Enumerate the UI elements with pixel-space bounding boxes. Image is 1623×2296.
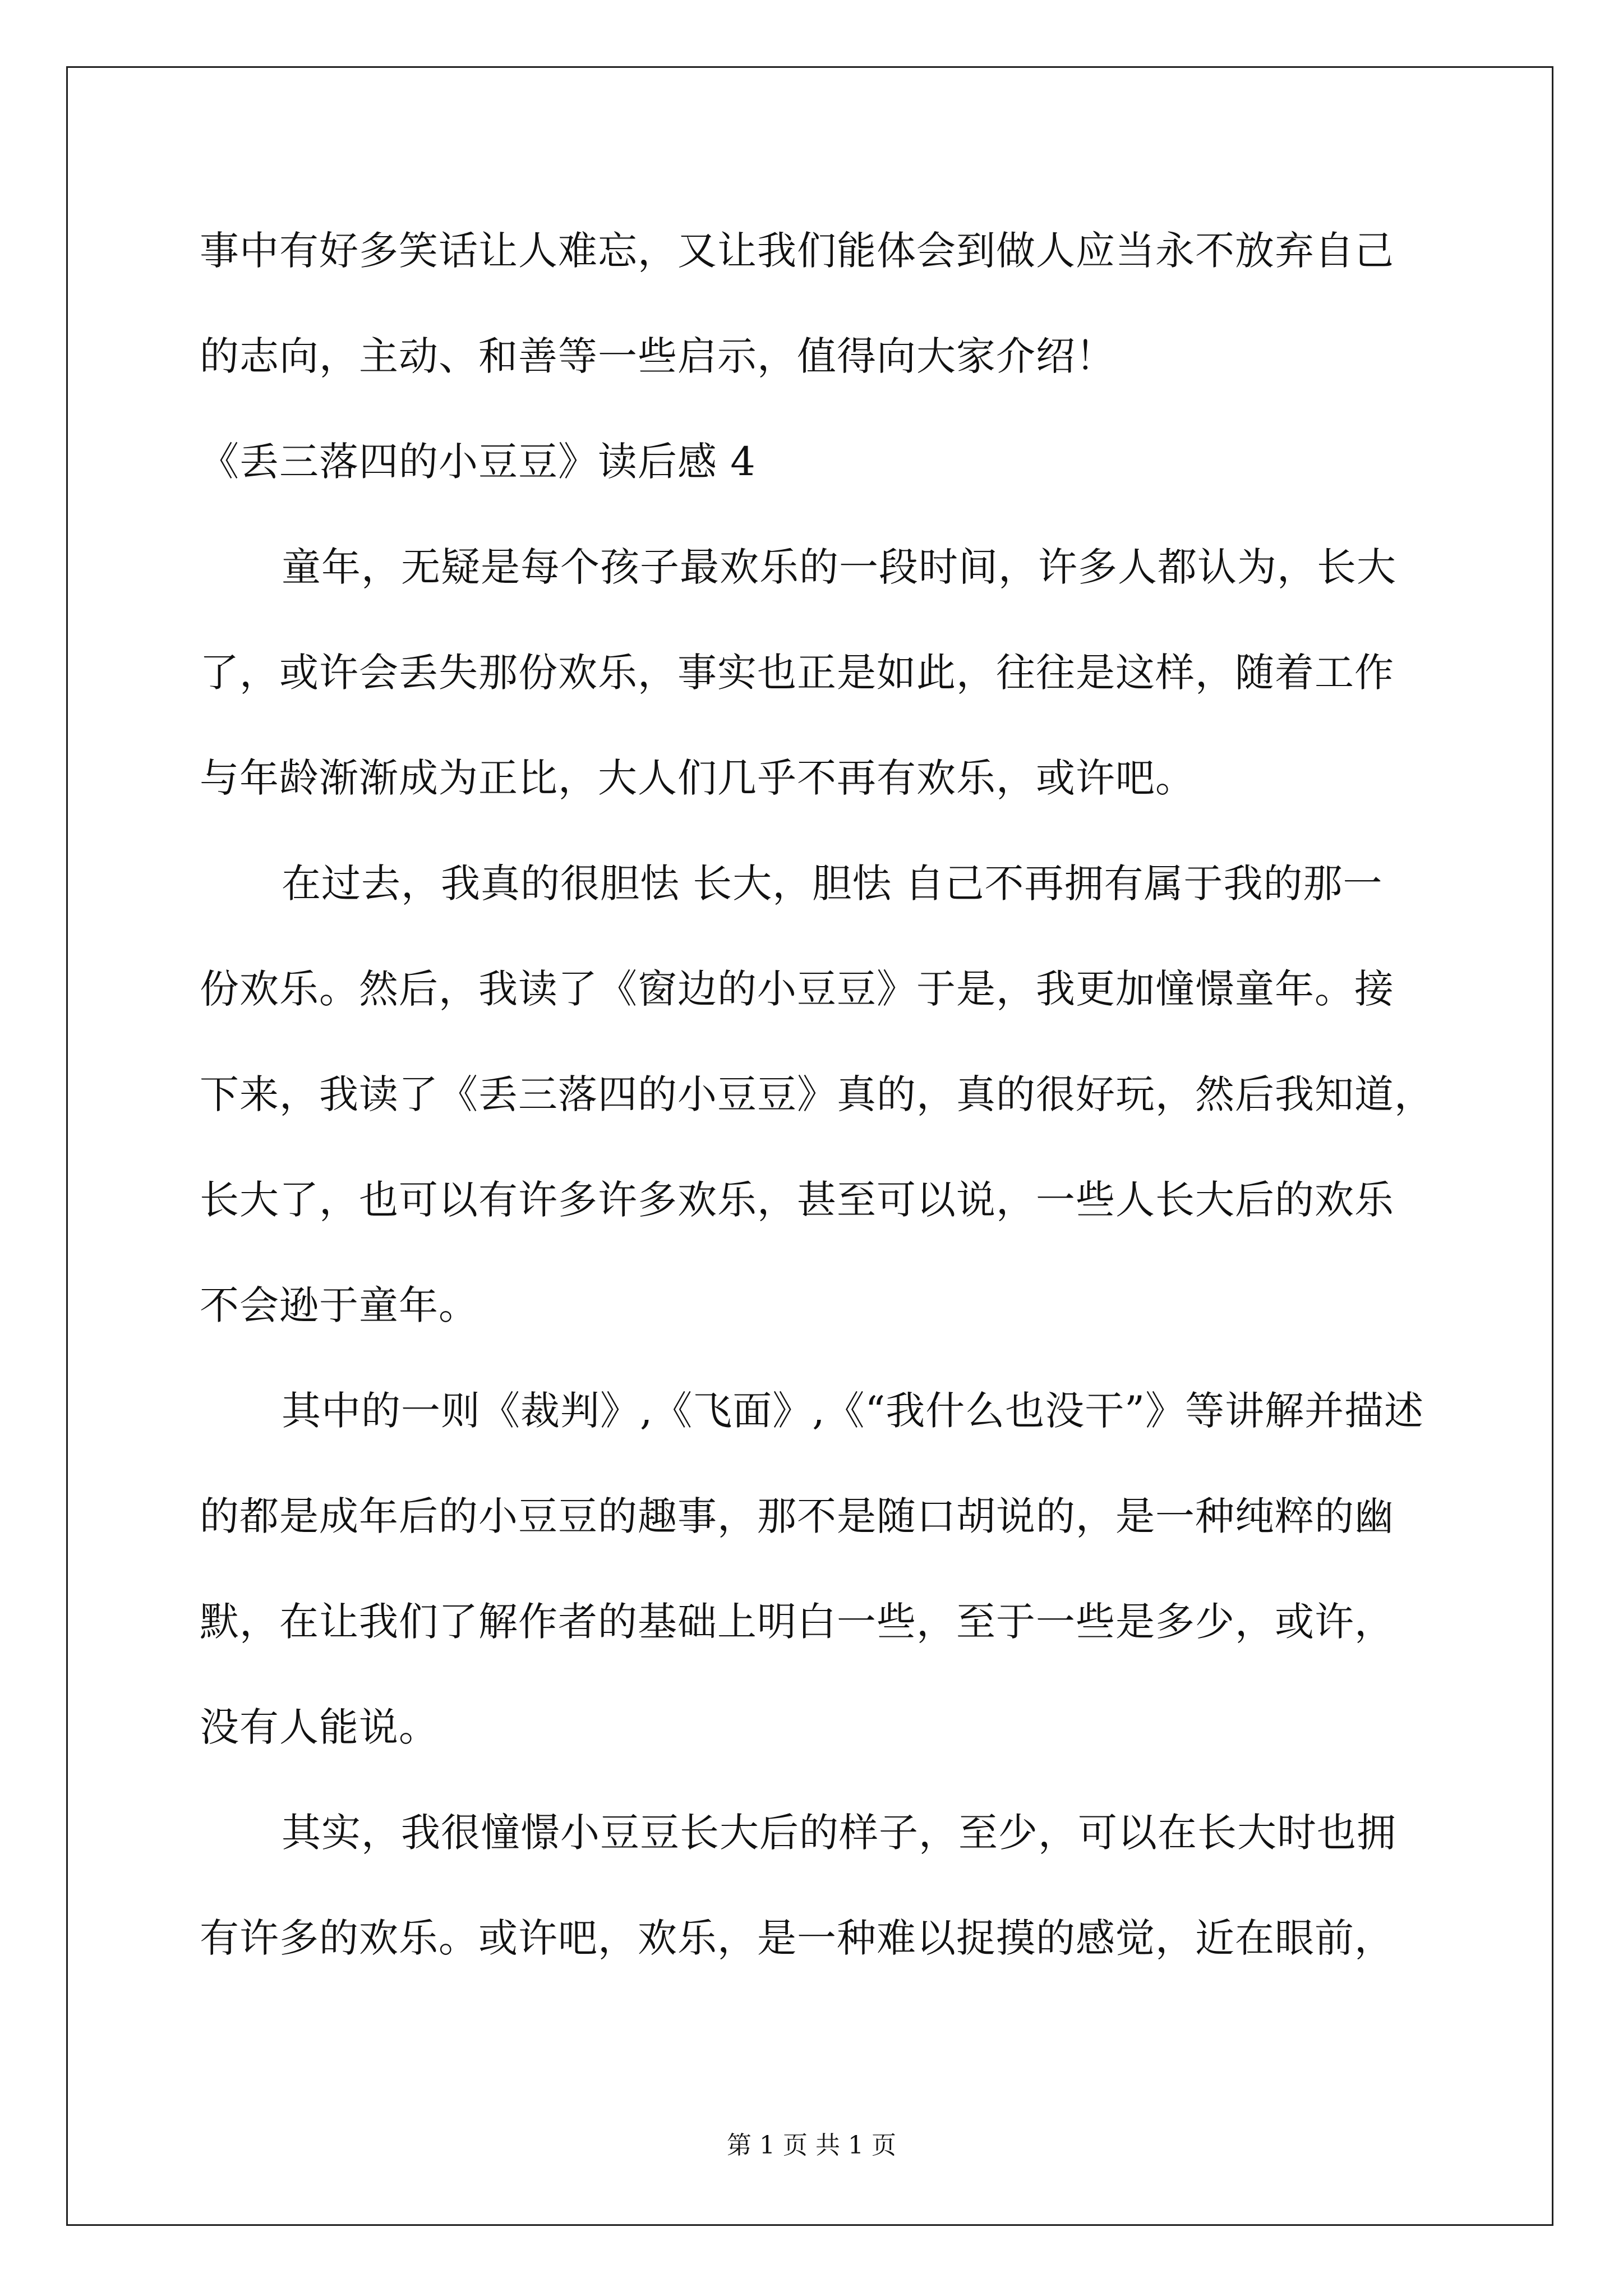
text-line: 有许多的欢乐。或许吧，欢乐，是一种难以捉摸的感觉，近在眼前， xyxy=(200,1915,1394,1961)
text-line: 份欢乐。然后，我读了《窗边的小豆豆》于是，我更加憧憬童年。接 xyxy=(200,966,1394,1012)
text-line: 其实，我很憧憬小豆豆长大后的样子，至少，可以在长大时也拥 xyxy=(282,1810,1396,1856)
text-line: 不会逊于童年。 xyxy=(200,1282,478,1328)
text-line: 下来，我读了《丢三落四的小豆豆》真的，真的很好玩，然后我知道， xyxy=(200,1071,1434,1117)
section-heading: 《丢三落四的小豆豆》读后感 4 xyxy=(200,439,756,485)
text-line: 童年，无疑是每个孩子最欢乐的一段时间，许多人都认为，长大 xyxy=(282,544,1396,590)
text-line: 长大了，也可以有许多许多欢乐，甚至可以说，一些人长大后的欢乐 xyxy=(200,1177,1394,1223)
text-line: 在过去，我真的很胆怯 长大，胆怯 自己不再拥有属于我的那一 xyxy=(282,861,1383,907)
text-line: 事中有好多笑话让人难忘，又让我们能体会到做人应当永不放弃自己 xyxy=(200,228,1394,274)
text-line: 与年龄渐渐成为正比，大人们几乎不再有欢乐，或许吧。 xyxy=(200,755,1195,801)
text-line: 默，在让我们了解作者的基础上明白一些，至于一些是多少，或许， xyxy=(200,1599,1394,1645)
text-line: 其中的一则《裁判》,《飞面》,《“我什么也没干”》等讲解并描述 xyxy=(282,1388,1424,1434)
text-line: 没有人能说。 xyxy=(200,1704,439,1750)
text-line: 的都是成年后的小豆豆的趣事，那不是随口胡说的，是一种纯粹的幽 xyxy=(200,1493,1394,1539)
text-line: 了，或许会丢失那份欢乐，事实也正是如此，往往是这样，随着工作 xyxy=(200,650,1394,696)
text-line: 的志向，主动、和善等一些启示，值得向大家介绍！ xyxy=(200,333,1115,379)
page-footer: 第 1 页 共 1 页 xyxy=(727,2131,896,2160)
